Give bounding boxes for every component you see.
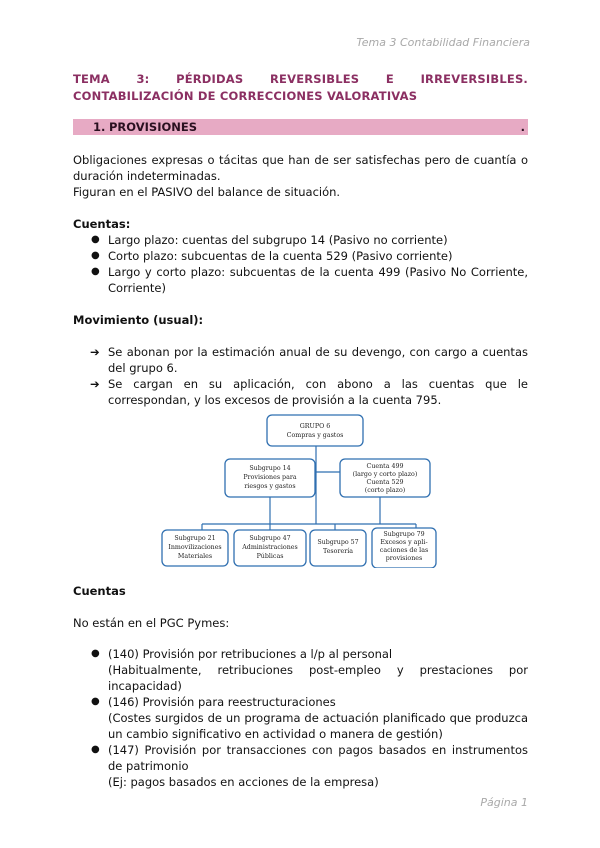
diagram-label: Subgrupo 79 [383,531,425,538]
movimiento-heading: Movimiento (usual): [73,313,204,327]
diagram-label: riesgos y gastos [244,483,296,490]
cuentas-heading: Cuentas: [73,217,131,231]
diagram-label: Subgrupo 57 [317,539,359,546]
section-label: PROVISIONES [109,120,198,134]
diagram-label: Subgrupo 14 [249,465,291,472]
intro-liabilities-line: Figuran en el PASIVO del balance de situación. [73,185,341,199]
section-heading [73,119,528,135]
arrow-right-icon: ➔ [90,377,100,391]
diagram-label: Administraciones [242,544,298,551]
bullet-icon: ● [91,234,100,245]
diagram-label: Subgrupo 21 [174,535,216,542]
provisions-list [73,646,528,790]
page-title: TEMA 3: PÉRDIDAS REVERSIBLES E IRREVERSIBLES. CONTABILIZACIÓN DE CORRECCIONES VALORATIVAS [73,72,528,103]
bullet-icon: ● [91,266,100,277]
diagram-label: Materiales [177,553,213,560]
pgc-pymes-note: No están en el PGC Pymes: [73,616,230,630]
list-item [73,742,528,790]
movimiento-list [73,344,528,408]
bullet-icon: ● [91,696,100,707]
list-item [73,376,528,408]
running-header: Tema 3 Contabilidad Financiera [356,36,530,49]
list-item-text: Se abonan por la estimación anual de su devengo, con cargo a cuentas del grupo 6. [108,345,528,375]
diagram-label: Excesos y apli- [380,539,428,546]
list-item-text: (146) Provisión para reestructuraciones [108,695,336,709]
cuentas-heading-2: Cuentas [73,584,126,598]
diagram-label: Públicas [256,553,284,560]
diagram-label: GRUPO 6 [299,423,331,430]
list-item [73,264,528,296]
diagram-label: Cuenta 499 [366,463,404,470]
list-item [73,232,528,248]
list-item-text: (140) Provisión por retribuciones a l/p al personal [108,647,393,661]
list-item-text: Largo plazo: cuentas del subgrupo 14 (Pasivo no corriente) [108,233,448,247]
diagram-label: caciones de las [379,547,429,554]
diagram-label: Cuenta 529 [366,479,404,486]
section-trailing: . [520,120,525,134]
box-grupo-6 [267,415,363,446]
bullet-icon: ● [91,250,100,261]
list-item-subtext: (Ej: pagos basados en acciones de la empresa) [108,775,379,789]
list-item-text: Corto plazo: subcuentas de la cuenta 529 (Pasivo corriente) [108,249,453,263]
list-item-subtext: (Costes surgidos de un programa de actuación planificado que produzca un cambio significativo en actividad o manera de gestión) [108,711,528,741]
diagram-label: (largo y corto plazo) [352,471,418,478]
diagram-label: (corto plazo) [364,487,406,494]
list-item-text: Se cargan en su aplicación, con abono a las cuentas que le correspondan, y los excesos de provisión a la cuenta 795. [108,377,528,407]
diagram-label: Inmovilizaciones [168,544,222,551]
diagram-label: provisiones [385,555,423,562]
cuentas-list [73,232,528,296]
diagram-label: Compras y gastos [286,432,344,439]
arrow-right-icon: ➔ [90,345,100,359]
accounts-flow-diagram [160,412,520,568]
list-item-text: (147) Provisión por transacciones con pagos basados en instrumentos de patrimonio [108,743,528,773]
list-item [73,248,528,264]
list-item [73,694,528,742]
list-item-text: Largo y corto plazo: subcuentas de la cuenta 499 (Pasivo No Corriente, Corriente) [108,265,528,295]
diagram-svg [160,412,520,568]
list-item-subtext: (Habitualmente, retribuciones post-empleo y prestaciones por incapacidad) [108,663,528,693]
section-number: 1. [93,120,106,134]
diagram-label: Provisiones para [243,474,297,481]
intro-paragraph: Obligaciones expresas o tácitas que han de ser satisfechas pero de cuantía o duración indeterminadas. [73,153,528,183]
list-item [73,344,528,376]
list-item [73,646,528,694]
page-number: Página 1 [480,796,528,809]
diagram-label: Tesorería [323,548,353,555]
diagram-label: Subgrupo 47 [249,535,291,542]
bullet-icon: ● [91,648,100,659]
bullet-icon: ● [91,744,100,755]
